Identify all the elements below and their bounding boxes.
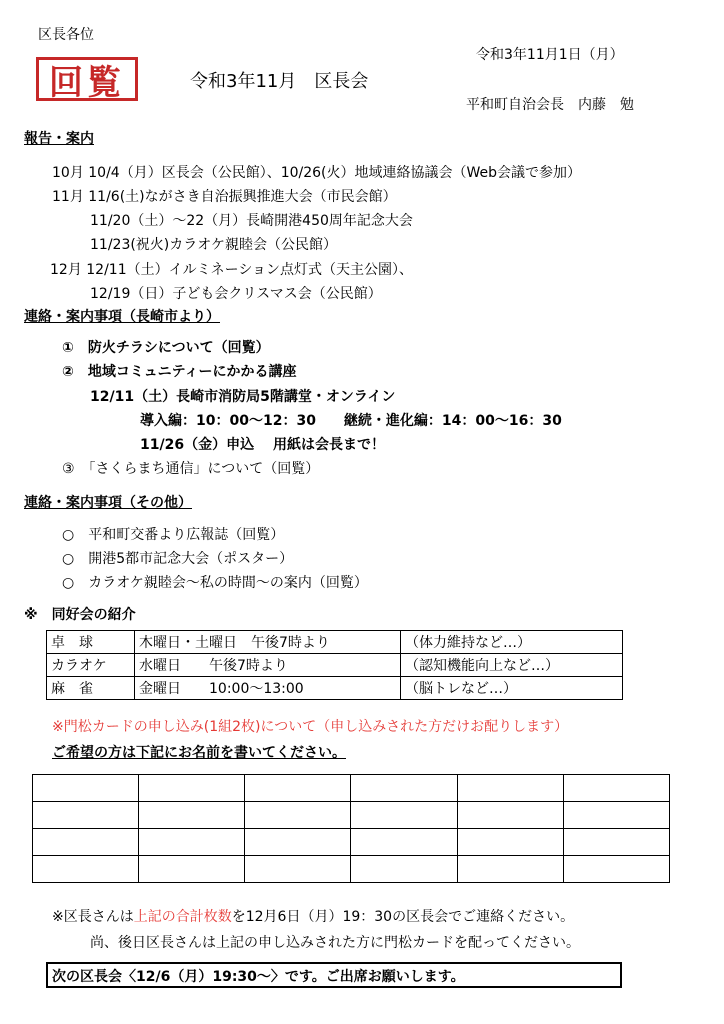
report-line: 10月 10/4（月）区長会（公民館）、10/26(火）地域連絡協議会（Web会議で参加） [52, 165, 582, 181]
kadomatsu-instruction: ご希望の方は下記にお名前を書いてください。 [52, 745, 346, 761]
kadomatsu-notice: ※門松カードの申し込み(1組2枚)について（申し込みされた方だけお配りします） [52, 719, 569, 735]
page-title: 令和3年11月 区長会 [190, 71, 369, 92]
name-cell[interactable] [245, 829, 351, 856]
other-item: ○ 平和町交番より広報誌（回覧） [62, 527, 285, 543]
name-cell[interactable] [33, 829, 139, 856]
club-note: （体力維持など…） [401, 631, 623, 654]
club-note: （脳トレなど…） [401, 677, 623, 700]
table-row [33, 802, 670, 829]
report-line: 12月 12/11（土）イルミネーション点灯式（天主公園）、 [50, 262, 414, 278]
name-cell[interactable] [457, 829, 563, 856]
footer-note-1-pre: ※区長さんは [52, 909, 134, 925]
other-heading: 連絡・案内事項（その他） [24, 495, 192, 511]
report-line: 11/20（土）～22（月）長崎開港450周年記念大会 [90, 213, 413, 229]
city-item-2: ② 地域コミュニティーにかかる講座 [62, 364, 297, 380]
report-line: 11/23(祝火)カラオケ親睦会（公民館） [90, 237, 337, 253]
name-cell[interactable] [563, 829, 669, 856]
name-cell[interactable] [351, 775, 457, 802]
table-row [47, 654, 623, 677]
table-row [33, 775, 670, 802]
report-line: 11月 11/6(土)ながさき自治振興推進大会（市民会館） [52, 189, 397, 205]
report-heading: 報告・案内 [24, 131, 94, 147]
table-row [47, 631, 623, 654]
course-venue: 12/11（土）長崎市消防局5階講堂・オンライン [90, 389, 396, 405]
name-cell[interactable] [457, 802, 563, 829]
club-schedule: 金曜日 10:00～13:00 [135, 677, 401, 700]
club-schedule: 木曜日・土曜日 午後7時より [135, 631, 401, 654]
name-cell[interactable] [245, 802, 351, 829]
document-date: 令和3年11月1日（月） [476, 47, 624, 63]
city-item-3: ③ 「さくらまち通信」について（回覧） [62, 461, 320, 477]
name-cell[interactable] [563, 856, 669, 883]
name-cell[interactable] [139, 775, 245, 802]
clubs-table [46, 630, 623, 700]
clubs-heading: ※ 同好会の紹介 [24, 607, 136, 623]
footer-note-1-highlight: 上記の合計枚数 [133, 909, 232, 925]
name-cell[interactable] [457, 856, 563, 883]
name-cell[interactable] [351, 802, 457, 829]
club-name: カラオケ [47, 654, 135, 677]
name-entry-grid [32, 774, 670, 883]
club-schedule: 水曜日 午後7時より [135, 654, 401, 677]
course-times: 導入編：10：00～12：30 継続・進化編：14：00～16：30 [140, 413, 562, 429]
footer-note-2: 尚、後日区長さんは上記の申し込みされた方に門松カードを配ってください。 [90, 935, 580, 951]
name-cell[interactable] [245, 856, 351, 883]
city-item-1: ① 防火チラシについて（回覧） [62, 340, 270, 356]
table-row [33, 856, 670, 883]
table-row [33, 829, 670, 856]
kairan-stamp: 回覧 [36, 57, 138, 101]
next-meeting-box: 次の区長会〈12/6（月）19:30～〉です。ご出席お願いします。 [46, 962, 622, 988]
name-cell[interactable] [351, 829, 457, 856]
city-heading: 連絡・案内事項（長崎市より） [24, 309, 220, 325]
table-row [47, 677, 623, 700]
report-line: 12/19（日）子ども会クリスマス会（公民館） [90, 286, 382, 302]
other-item: ○ 開港5都市記念大会（ポスター） [62, 551, 294, 567]
other-item: ○ カラオケ親睦会～私の時間～の案内（回覧） [62, 575, 368, 591]
footer-note-1 [52, 906, 574, 926]
name-cell[interactable] [139, 802, 245, 829]
name-cell[interactable] [245, 775, 351, 802]
name-cell[interactable] [563, 802, 669, 829]
name-cell[interactable] [33, 802, 139, 829]
club-name: 麻 雀 [47, 677, 135, 700]
name-cell[interactable] [33, 856, 139, 883]
author: 平和町自治会長 内藤 勉 [466, 97, 634, 113]
name-cell[interactable] [351, 856, 457, 883]
name-cell[interactable] [139, 829, 245, 856]
name-cell[interactable] [139, 856, 245, 883]
club-note: （認知機能向上など…） [401, 654, 623, 677]
club-name: 卓 球 [47, 631, 135, 654]
footer-note-1-post: を12月6日（月）19：30の区長会でご連絡ください。 [231, 909, 575, 925]
name-cell[interactable] [33, 775, 139, 802]
recipient: 区長各位 [38, 27, 94, 43]
course-deadline: 11/26（金）申込 用紙は会長まで！ [140, 437, 385, 453]
name-cell[interactable] [457, 775, 563, 802]
name-cell[interactable] [563, 775, 669, 802]
